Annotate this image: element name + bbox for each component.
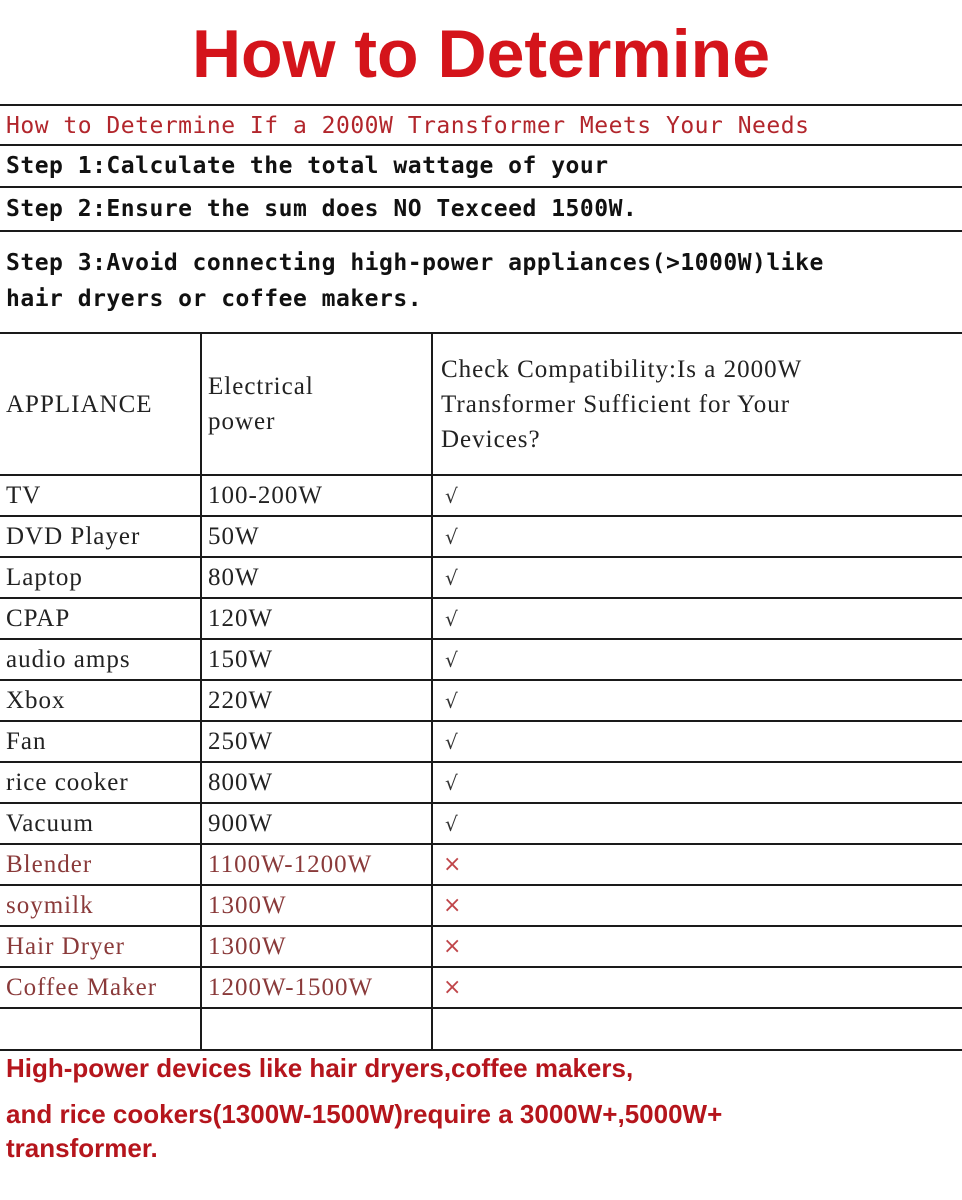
check-icon: √ (431, 476, 962, 515)
step-3-row (0, 232, 962, 334)
cross-icon: × (431, 927, 962, 966)
appliance-cell: Vacuum (6, 809, 94, 837)
power-cell: 1300W (200, 927, 431, 966)
power-cell: 1100W-1200W (200, 845, 431, 884)
appliance-cell: Xbox (6, 686, 66, 714)
cross-icon: × (431, 845, 962, 884)
info-sheet (0, 104, 962, 1051)
check-icon: √ (431, 804, 962, 843)
appliance-cell: Coffee Maker (6, 973, 158, 1001)
check-icon: √ (431, 558, 962, 597)
table-row (0, 640, 962, 681)
cross-icon: × (431, 968, 962, 1007)
footer-note-line-2: and rice cookers(1300W-1500W)require a 3000W+,5000W+ (6, 1099, 723, 1129)
power-cell: 900W (200, 804, 431, 843)
power-cell: 1200W-1500W (200, 968, 431, 1007)
table-row (0, 804, 962, 845)
subtitle: How to Determine If a 2000W Transformer Meets Your Needs (6, 113, 810, 139)
appliance-cell: Laptop (6, 563, 83, 591)
power-cell: 220W (200, 681, 431, 720)
header-compatibility: Check Compatibility:Is a 2000W Transformer Sufficient for Your Devices? (431, 334, 962, 474)
header-appliance: APPLIANCE (6, 390, 153, 418)
table-row (0, 599, 962, 640)
table-row (0, 927, 962, 968)
power-cell: 50W (200, 517, 431, 556)
power-cell: 100-200W (200, 476, 431, 515)
check-icon: √ (431, 517, 962, 556)
cross-icon: × (431, 886, 962, 925)
check-icon: √ (431, 599, 962, 638)
table-row (0, 558, 962, 599)
table-row (0, 476, 962, 517)
table-row (0, 517, 962, 558)
check-icon: √ (431, 681, 962, 720)
appliance-cell: Blender (6, 850, 93, 878)
step-3-continued: hair dryers or coffee makers. (6, 286, 423, 312)
table-row (0, 886, 962, 927)
table-row (0, 722, 962, 763)
table-row (0, 681, 962, 722)
step-3: Step 3:Avoid connecting high-power appliances(>1000W)like (6, 250, 824, 276)
check-icon: √ (431, 763, 962, 802)
appliance-cell: Hair Dryer (6, 932, 125, 960)
power-cell: 250W (200, 722, 431, 761)
table-header-row (0, 334, 962, 476)
appliance-cell: rice cooker (6, 768, 129, 796)
appliance-cell: TV (6, 481, 42, 509)
appliance-cell: Fan (6, 727, 47, 755)
table-row (0, 968, 962, 1009)
table-row (0, 763, 962, 804)
table-row (0, 845, 962, 886)
power-cell: 800W (200, 763, 431, 802)
step-2: Step 2:Ensure the sum does NO Texceed 1500W. (6, 196, 638, 222)
footer-note-line-1: High-power devices like hair dryers,coffee makers, (6, 1053, 634, 1083)
power-cell: 1300W (200, 886, 431, 925)
appliance-table (0, 334, 962, 1051)
power-cell: 80W (200, 558, 431, 597)
power-cell: 150W (200, 640, 431, 679)
appliance-cell: audio amps (6, 645, 131, 673)
appliance-cell: soymilk (6, 891, 94, 919)
footer-note-line-3: transformer. (6, 1133, 158, 1163)
step-1-row (0, 146, 962, 188)
page-title: How to Determine (191, 16, 771, 92)
appliance-cell: CPAP (6, 604, 71, 632)
step-1: Step 1:Calculate the total wattage of your (6, 153, 609, 179)
appliance-cell: DVD Player (6, 522, 141, 550)
subtitle-row (0, 104, 962, 146)
empty-row (0, 1009, 962, 1051)
step-2-row (0, 188, 962, 232)
header-power: Electrical power (200, 334, 431, 474)
power-cell: 120W (200, 599, 431, 638)
check-icon: √ (431, 640, 962, 679)
check-icon: √ (431, 722, 962, 761)
